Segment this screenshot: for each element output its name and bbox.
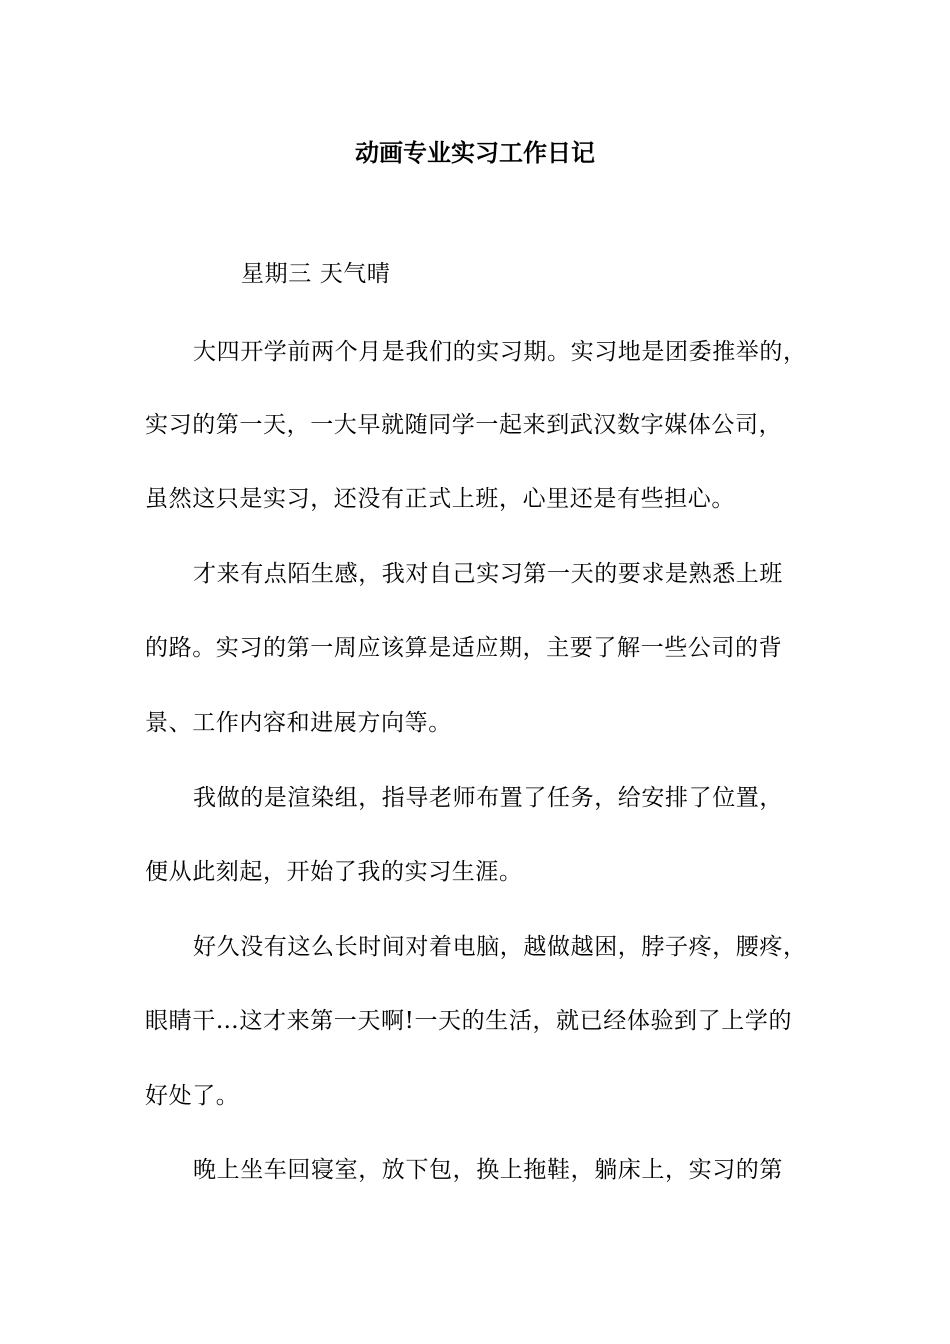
paragraph-line: 大四开学前两个月是我们的实习期。实习地是团委推举的， <box>193 339 807 365</box>
paragraph-line: 好处了。 <box>145 1083 240 1109</box>
paragraph-line: 便从此刻起，开始了我的实习生涯。 <box>145 859 523 885</box>
paragraph-line: 景、工作内容和进展方向等。 <box>145 710 452 736</box>
paragraph-line: 实习的第一天，一大早就随同学一起来到武汉数字媒体公司， <box>145 412 783 438</box>
paragraph-line: 好久没有这么长时间对着电脑，越做越困，脖子疼，腰疼， <box>193 934 807 960</box>
paragraph-line: 才来有点陌生感，我对自己实习第一天的要求是熟悉上班 <box>193 561 783 587</box>
date-weather-line: 星期三 天气晴 <box>241 261 391 287</box>
paragraph-line: 我做的是渲染组，指导老师布置了任务，给安排了位置， <box>193 785 783 811</box>
paragraph-line: 晚上坐车回寝室，放下包，换上拖鞋，躺床上，实习的第 <box>193 1157 783 1183</box>
paragraph-line: 眼睛干…这才来第一天啊!一天的生活，就已经体验到了上学的 <box>145 1008 793 1034</box>
paragraph-line: 虽然这只是实习，还没有正式上班，心里还是有些担心。 <box>145 486 735 512</box>
document-title: 动画专业实习工作日记 <box>355 138 595 167</box>
paragraph-line: 的路。实习的第一周应该算是适应期，主要了解一些公司的背 <box>145 635 783 661</box>
